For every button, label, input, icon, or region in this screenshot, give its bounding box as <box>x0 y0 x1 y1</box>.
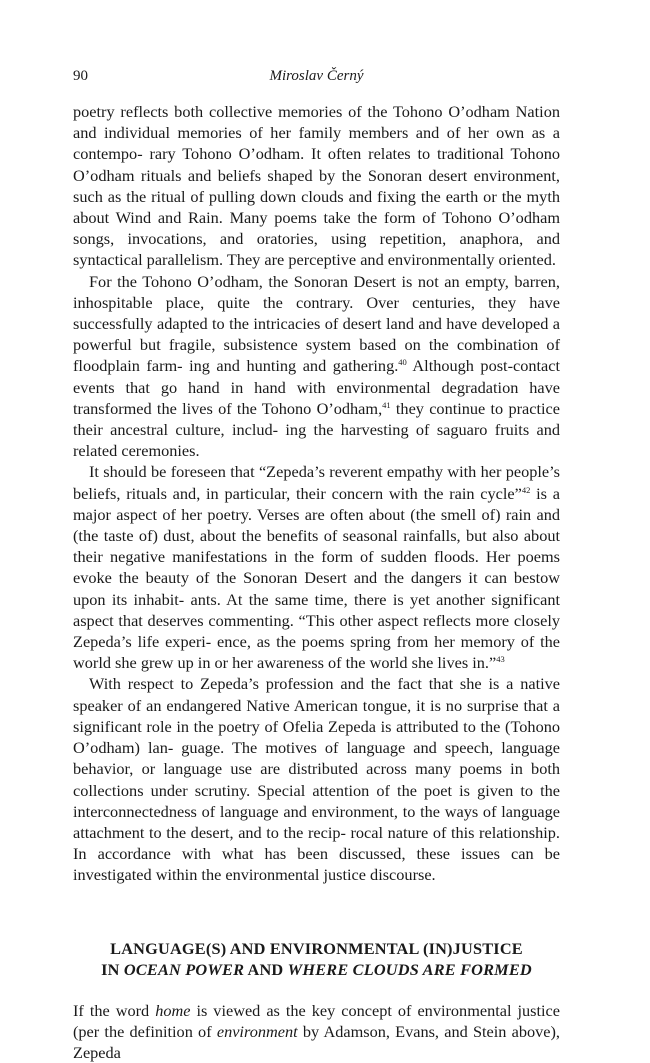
paragraph-text: by Adamson, Evans, and Stein above), Zepeda <box>73 1021 560 1062</box>
running-head <box>73 64 560 88</box>
paragraph-text: With respect to Zepeda’s profession and the fact that she is a native speaker of an endangered Native American tongue, it is no surprise that a significant role in the poetry of Ofelia Zepeda is attributed to the (Tohono O’odham) lan- guage. The motives of language and speech, language behavior, or language use are distributed across many poems in both collections under scrutiny. Special attention of the poet is given to the interconnectedness of language and environment, to the ways of language attachment to the desert, and to the recip- rocal nature of this relationship. In accordance with what has been discussed, these issues can be investigated within the environmental justice discourse. <box>73 674 560 885</box>
heading-book-title-1: OCEAN POWER <box>123 960 245 980</box>
paragraph-text: they continue to practice their ancestral culture, includ- ing the harvesting of saguaro fruits and related ceremonies. <box>73 398 560 461</box>
running-title-author: Miroslav Černý <box>269 68 364 84</box>
section-heading <box>73 938 560 981</box>
paragraph-text: It should be foreseen that “Zepeda’s reverent empathy with her people’s beliefs, rituals and, in particular, their concern with the rain cycle” <box>73 462 560 503</box>
paragraph-text: Although post-contact events that go hand in hand with environmental degradation have transformed the lives of the Tohono O’odham, <box>73 356 561 418</box>
paragraph-tohono-desert <box>73 271 560 462</box>
footnote-marker[interactable]: 40 <box>398 357 407 368</box>
heading-prefix: IN <box>101 960 124 980</box>
paragraph-text: is a major aspect of her poetry. Verses are often about (the smell of) rain and (the taste of) dust, about the benefits of seasonal rainfalls, but also about their negative manifestations in the form of sudden floods. Her poems evoke the beauty of the Sonoran Desert and the dangers it can bestow upon its inhabit- ants. At the same time, there is yet another significant aspect that deserves commenting. “This other aspect reflects more closely Zepeda’s life experi- ence, as the poems spring from her memory of the world she grew up in or her awareness of the world she lives in.” <box>73 483 560 673</box>
paragraph-rain-cycle <box>73 461 560 673</box>
footnote-marker[interactable]: 43 <box>496 654 505 665</box>
paragraph-text: For the Tohono O’odham, the Sonoran Desert is not an empty, barren, inhospitable place, quite the contrary. Over centuries, they have successfully adapted to the intricacies of desert land and have developed a powerful but fragile, subsistence system based on the combination of floodplain farm- ing and hunting and gathering. <box>73 271 560 376</box>
heading-middle: AND <box>244 960 288 980</box>
emphasis-home: home <box>155 1000 191 1020</box>
paragraph-text: is viewed as the key concept of environmental justice (per the definition of <box>73 1000 560 1041</box>
paragraph-text: If the word <box>73 1000 156 1020</box>
paragraph-language-role <box>73 673 560 885</box>
heading-book-title-2: WHERE CLOUDS ARE FORMED <box>287 960 532 980</box>
section-heading-line-2 <box>73 959 560 981</box>
page-number: 90 <box>73 68 88 84</box>
book-page <box>73 64 560 1063</box>
paragraph-continuation <box>73 101 560 271</box>
emphasis-environment: environment <box>216 1021 298 1041</box>
body-text <box>73 101 560 886</box>
section-heading-line-1: LANGUAGE(S) AND ENVIRONMENTAL (IN)JUSTICE <box>110 938 523 958</box>
footnote-marker[interactable]: 41 <box>382 399 391 410</box>
paragraph-text: poetry reflects both collective memories of the Tohono O’odham Nation and individual memories of her family members and of her own as a contempo- rary Tohono O’odham. It often relates to traditional Tohono O’odham rituals and beliefs shaped by the Sonoran desert environment, such as the ritual of pulling down clouds and fixing the earth or the myth about Wind and Rain. Many poems take the form of Tohono O’odham songs, invocations, and oratories, using repetition, anaphora, and syntactical parallelism. They are perceptive and environmentally oriented. <box>73 102 560 270</box>
paragraph-section-start <box>73 1000 560 1063</box>
footnote-marker[interactable]: 42 <box>521 484 531 495</box>
